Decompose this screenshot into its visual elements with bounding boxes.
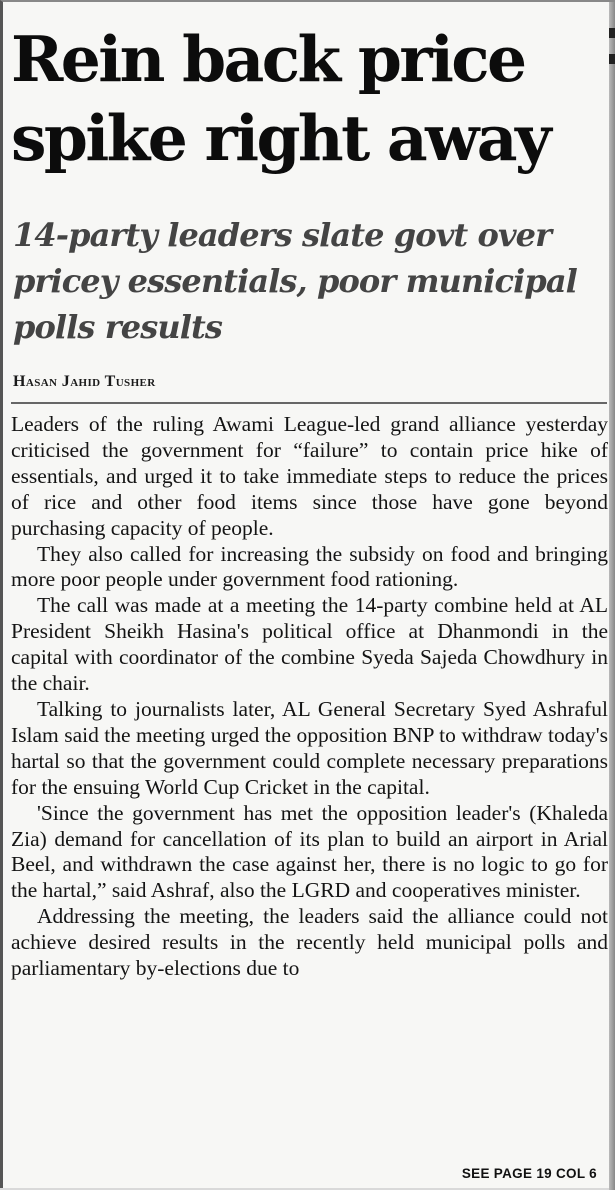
- paragraph: The call was made at a meeting the 14-party combine held at AL President Sheikh Hasina's political office at Dhanmondi in the capital with coordinator of the combine Syeda Sajeda Chowdhury in the chair.: [11, 593, 608, 696]
- headline: Rein back price spike right away: [11, 22, 550, 175]
- paragraph: Leaders of the ruling Awami League-led grand alliance yesterday criticised the government for “failure” to contain price hike of essentials, and urged it to take immediate steps to reduce the prices of rice and other food items since those have gone beyond purchasing capacity of people.: [11, 412, 608, 540]
- column-edge-marks: [609, 28, 615, 80]
- paragraph: Talking to journalists later, AL General Secretary Syed Ashraful Islam said the meeting urged the opposition BNP to withdraw today's hartal so that the government could complete necessary preparations for the ensuing World Cup Cricket in the capital.: [11, 696, 608, 799]
- continuation-note: SEE PAGE 19 COL 6: [461, 1166, 597, 1181]
- paragraph: They also called for increasing the subsidy on food and bringing more poor people under government food rationing.: [11, 541, 608, 592]
- paragraph: Addressing the meeting, the leaders said the alliance could not achieve desired results in the recently held municipal polls and parliamentary by-elections due to: [11, 904, 608, 981]
- paragraph: 'Since the government has met the opposition leader's (Khaleda Zia) demand for cancellation of its plan to build an airport in Arial Beel, and withdrawn the case against her, there is no logic to go for the hartal,” said Ashraf, also the LGRD and cooperatives minister.: [11, 800, 608, 903]
- byline-divider: [11, 402, 607, 404]
- article-body: [11, 412, 608, 982]
- subheadline: 14-party leaders slate govt over pricey essentials, poor municipal polls results: [13, 216, 577, 346]
- page-edge: [609, 2, 615, 1190]
- byline: Hasan Jahid Tusher: [13, 373, 156, 390]
